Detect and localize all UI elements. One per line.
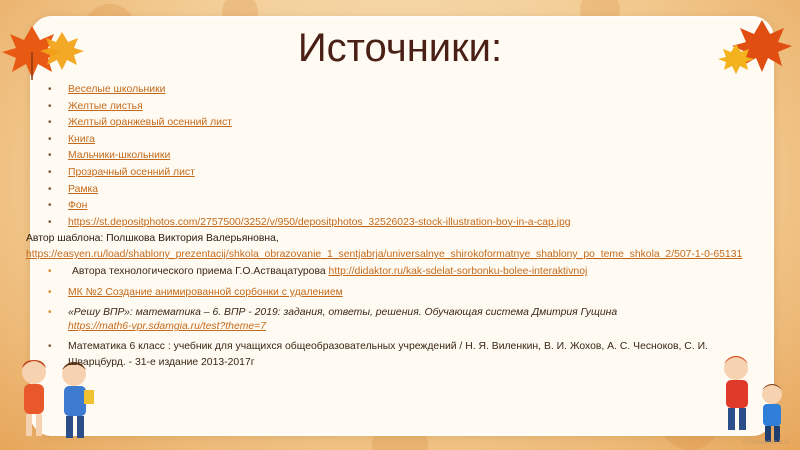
sources-list <box>46 82 746 231</box>
source-link-happy-schoolkids[interactable]: Веселые школьники <box>68 84 166 95</box>
technique-link[interactable]: http://didaktor.ru/kak-sdelat-sorbonku-bolee-interaktivnoj <box>328 266 588 278</box>
watermark: © Полшкова В.В. <box>742 440 790 446</box>
slide-title: Источники: <box>297 26 503 70</box>
list-item <box>46 115 746 132</box>
template-author-block <box>26 231 746 262</box>
source-link-background[interactable]: Фон <box>68 200 88 212</box>
template-author-link[interactable]: https://easyen.ru/load/shablony_prezentacij/shkola_obrazovanie_1_sentjabrja/universalnye_shirokoformatnye_shablony_po_teme_shkola_2/507-1-0-65131 <box>26 248 743 260</box>
list-item <box>46 99 746 116</box>
source-link-frame[interactable]: Рамка <box>68 183 99 195</box>
list-item <box>46 306 746 335</box>
sources-content <box>26 82 746 372</box>
source-link-book[interactable]: Книга <box>68 133 95 145</box>
source-link-boy-in-cap[interactable]: https://st.depositphotos.com/2757500/3252/v/950/depositphotos_32526023-stock-illustration-boy-in-a-cap.jpg <box>68 216 571 228</box>
list-item <box>46 215 746 232</box>
textbook-text: Математика 6 класс : учебник для учащихся общеобразовательных учреждений / Н. Я. Виленкин, В. И. Жохов, А. С. Чесноков, С. И. Шварцбурд. - 31-е издание 2013-2017г <box>68 340 708 369</box>
source-link-transparent-leaf[interactable]: Прозрачный осенний лист <box>68 166 195 178</box>
list-item <box>46 339 746 372</box>
template-author-text: Автор шаблона: Полшкова Виктория Валерьяновна, <box>26 233 279 245</box>
technique-author-text: Автора технологического приема Г.О.Аствацатурова <box>72 266 326 278</box>
list-item <box>46 82 746 99</box>
list-item <box>46 285 746 302</box>
list-item <box>46 132 746 149</box>
source-link-boys[interactable]: Мальчики-школьники <box>68 150 171 162</box>
extra-sources-list <box>46 264 746 371</box>
source-link-orange-leaf[interactable]: Желтый оранжевый осенний лист <box>68 117 232 129</box>
vpr-text: «Решу ВПР»: математика – 6. ВПР - 2019: задания, ответы, решения. Обучающая система Дмитрия Гущина <box>68 306 618 318</box>
source-link-yellow-leaves[interactable]: Желтые листья <box>68 100 143 112</box>
list-item <box>46 148 746 165</box>
mk-link[interactable]: МК №2 Создание анимированной сорбонки с удалением <box>68 287 343 299</box>
list-item <box>46 165 746 182</box>
list-item <box>46 198 746 215</box>
list-item <box>46 264 746 281</box>
vpr-link[interactable]: https://math6-vpr.sdamgia.ru/test?theme=7 <box>68 321 267 333</box>
list-item <box>46 182 746 199</box>
